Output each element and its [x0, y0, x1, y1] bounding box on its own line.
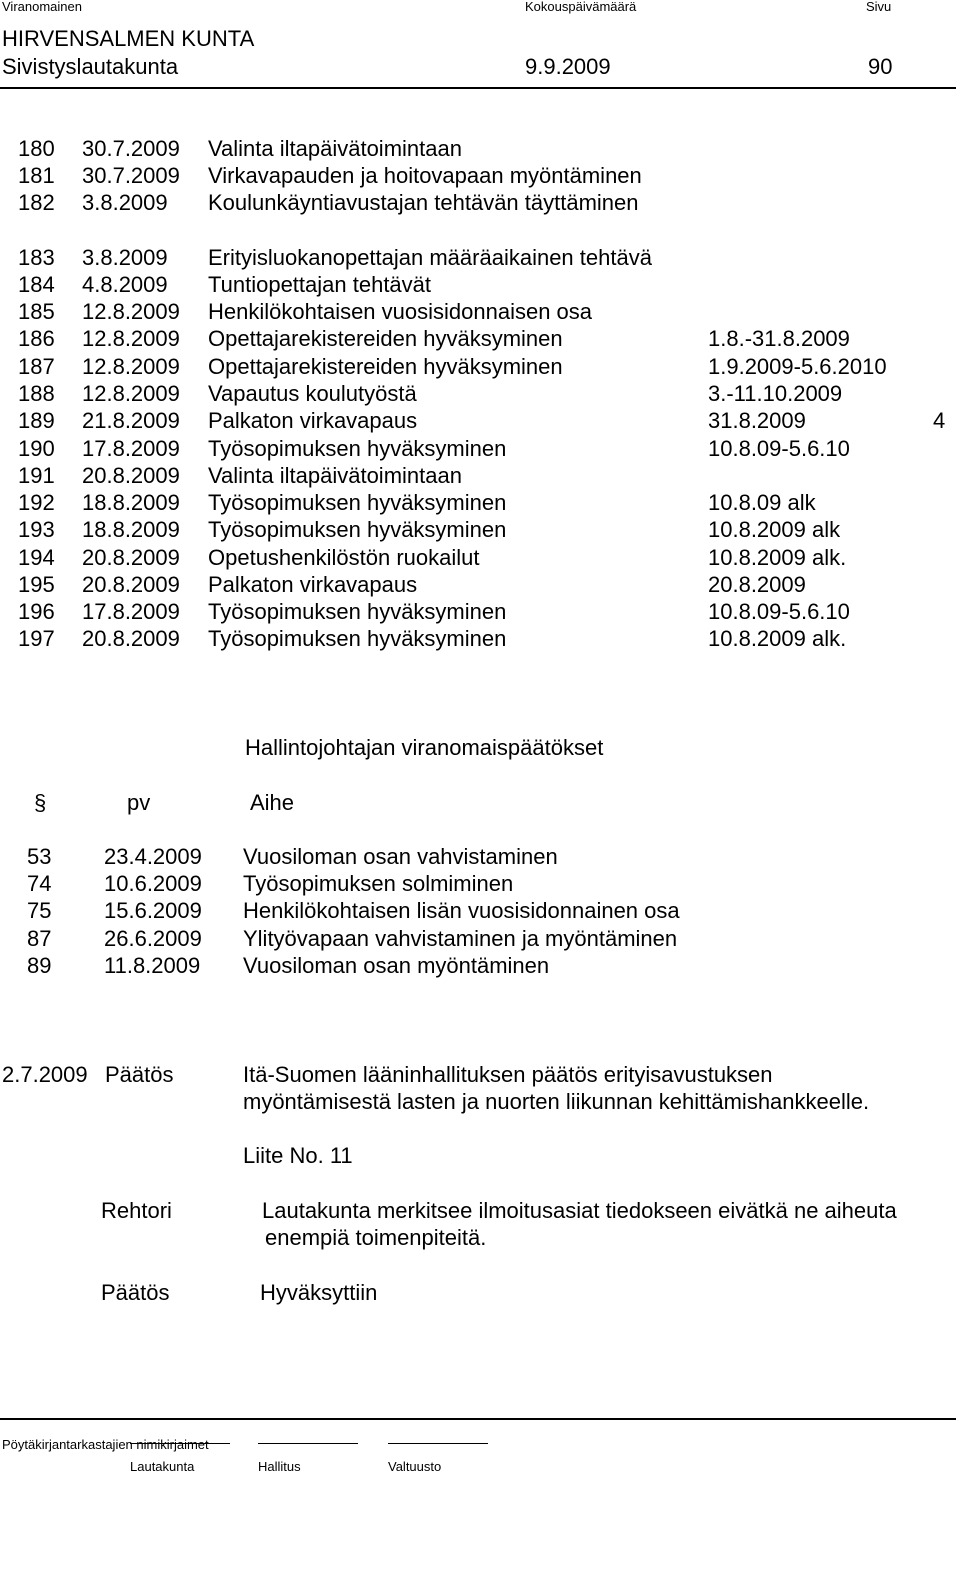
table-row: [0, 926, 960, 953]
table-row: [0, 953, 960, 980]
item-period: 10.8.09-5.6.10: [708, 436, 850, 461]
item-subject: Erityisluokanopettajan määräaikainen tehtävä: [208, 245, 652, 270]
row-date: 11.8.2009: [104, 953, 201, 978]
item-period: 10.8.2009 alk: [708, 517, 841, 542]
item-number: 197: [18, 626, 55, 651]
list-item: [0, 326, 960, 353]
item-subject: Opettajarekistereiden hyväksyminen: [208, 354, 563, 379]
list-item: [0, 626, 960, 653]
notice-date: 2.7.2009: [2, 1062, 88, 1087]
item-period: 10.8.2009 alk.: [708, 626, 847, 651]
item-date: 20.8.2009: [82, 463, 180, 488]
row-date: 15.6.2009: [104, 898, 202, 923]
item-number: 183: [18, 245, 55, 270]
item-number: 182: [18, 190, 55, 215]
signature-line: [388, 1443, 488, 1444]
item-subject: Valinta iltapäivätoimintaan: [208, 463, 462, 488]
item-number: 188: [18, 381, 55, 406]
item-date: 21.8.2009: [82, 408, 180, 433]
admin-table-header: [0, 790, 960, 817]
list-item: [0, 545, 960, 572]
row-date: 10.6.2009: [104, 871, 202, 896]
item-date: 30.7.2009: [82, 136, 180, 161]
notice-label: Päätös: [105, 1062, 174, 1087]
item-date: 12.8.2009: [82, 326, 180, 351]
notice-attachment: Liite No. 11: [243, 1143, 353, 1168]
item-number: 190: [18, 436, 55, 461]
list-item: [0, 463, 960, 490]
item-number: 192: [18, 490, 55, 515]
notice-text-line1: Itä-Suomen lääninhallituksen päätös erityisavustuksen: [243, 1062, 773, 1087]
row-number: 87: [27, 926, 52, 951]
item-number: 189: [18, 408, 55, 433]
item-number: 196: [18, 599, 55, 624]
item-number: 194: [18, 545, 55, 570]
list-item: [0, 436, 960, 463]
item-date: 18.8.2009: [82, 490, 180, 515]
row-date: 26.6.2009: [104, 926, 202, 951]
header-label-authority: Viranomainen: [2, 0, 82, 14]
item-number: 193: [18, 517, 55, 542]
list-item: [0, 572, 960, 599]
item-subject: Työsopimuksen hyväksyminen: [208, 490, 507, 515]
table-row: [0, 898, 960, 925]
row-number: 74: [27, 871, 52, 896]
item-date: 17.8.2009: [82, 599, 180, 624]
row-subject: Ylityövapaan vahvistaminen ja myöntäminen: [243, 926, 678, 951]
item-date: 30.7.2009: [82, 163, 180, 188]
item-number: 184: [18, 272, 55, 297]
row-number: 89: [27, 953, 52, 978]
admin-section-title: Hallintojohtajan viranomaispäätökset: [245, 735, 604, 760]
list-item: [0, 245, 960, 272]
item-date: 4.8.2009: [82, 272, 168, 297]
row-number: 53: [27, 844, 52, 869]
item-subject: Henkilökohtaisen vuosisidonnaisen osa: [208, 299, 593, 324]
footer-rule: [0, 1418, 956, 1420]
item-number: 195: [18, 572, 55, 597]
item-period: 1.8.-31.8.2009: [708, 326, 850, 351]
item-subject: Vapautus koulutyöstä: [208, 381, 417, 406]
item-date: 3.8.2009: [82, 190, 168, 215]
item-period: 10.8.09 alk: [708, 490, 816, 515]
footer-government: Hallitus: [258, 1459, 301, 1474]
list-item: [0, 408, 960, 435]
row-subject: Vuosiloman osan vahvistaminen: [243, 844, 558, 869]
header-rule: [0, 87, 956, 89]
list-item: [0, 163, 960, 190]
proposal-text-line1: Lautakunta merkitsee ilmoitusasiat tiedokseen eivätkä ne aiheuta: [262, 1198, 897, 1223]
row-subject: Työsopimuksen solmiminen: [243, 871, 514, 896]
item-number: 186: [18, 326, 55, 351]
item-date: 3.8.2009: [82, 245, 168, 270]
col-header-number: §: [34, 790, 47, 815]
list-item: [0, 490, 960, 517]
row-subject: Vuosiloman osan myöntäminen: [243, 953, 550, 978]
header-label-date: Kokouspäivämäärä: [525, 0, 637, 14]
item-date: 18.8.2009: [82, 517, 180, 542]
item-date: 17.8.2009: [82, 436, 180, 461]
list-item: [0, 190, 960, 217]
row-subject: Henkilökohtaisen lisän vuosisidonnainen osa: [243, 898, 680, 923]
item-subject: Työsopimuksen hyväksyminen: [208, 626, 507, 651]
list-item: [0, 599, 960, 626]
item-subject: Opetushenkilöstön ruokailut: [208, 545, 480, 570]
header-label-page: Sivu: [866, 0, 892, 14]
item-number: 187: [18, 354, 55, 379]
list-item: [0, 381, 960, 408]
item-period: 1.9.2009-5.6.2010: [708, 354, 887, 379]
proposal-text-line2: enempiä toimenpiteitä.: [265, 1225, 487, 1250]
final-decision-label: Päätös: [101, 1280, 170, 1305]
col-header-subject: Aihe: [250, 790, 295, 815]
item-number: 185: [18, 299, 55, 324]
item-subject: Työsopimuksen hyväksyminen: [208, 599, 507, 624]
table-row: [0, 844, 960, 871]
item-period: 20.8.2009: [708, 572, 806, 597]
item-subject: Valinta iltapäivätoimintaan: [208, 136, 462, 161]
item-subject: Työsopimuksen hyväksyminen: [208, 436, 507, 461]
item-date: 12.8.2009: [82, 299, 180, 324]
item-subject: Koulunkäyntiavustajan tehtävän täyttäminen: [208, 190, 639, 215]
proposal-label: Rehtori: [101, 1198, 172, 1223]
list-item: [0, 272, 960, 299]
list-item: [0, 517, 960, 544]
footer-board: Lautakunta: [130, 1459, 195, 1474]
committee-name: Sivistyslautakunta: [2, 54, 179, 79]
row-date: 23.4.2009: [104, 844, 202, 869]
list-item: [0, 136, 960, 163]
item-date: 20.8.2009: [82, 545, 180, 570]
signatures-label: Pöytäkirjantarkastajien nimikirjaimet: [2, 1437, 209, 1452]
list-item: [0, 299, 960, 326]
item-subject: Palkaton virkavapaus: [208, 572, 418, 597]
item-number: 191: [18, 463, 55, 488]
item-date: 12.8.2009: [82, 354, 180, 379]
item-period: 3.-11.10.2009: [708, 381, 843, 406]
item-date: 12.8.2009: [82, 381, 180, 406]
item-number: 180: [18, 136, 55, 161]
final-decision-text: Hyväksyttiin: [260, 1280, 378, 1305]
row-number: 75: [27, 898, 52, 923]
footer-council: Valtuusto: [388, 1459, 442, 1474]
item-extra: 4: [933, 408, 946, 433]
item-subject: Opettajarekistereiden hyväksyminen: [208, 326, 563, 351]
item-date: 20.8.2009: [82, 572, 180, 597]
page-number: 90: [868, 54, 893, 79]
list-item: [0, 354, 960, 381]
col-header-date: pv: [127, 790, 151, 815]
item-number: 181: [18, 163, 55, 188]
item-subject: Palkaton virkavapaus: [208, 408, 418, 433]
item-subject: Työsopimuksen hyväksyminen: [208, 517, 507, 542]
signature-line: [258, 1443, 358, 1444]
item-period: 10.8.2009 alk.: [708, 545, 847, 570]
signature-line: [130, 1443, 230, 1444]
item-subject: Tuntiopettajan tehtävät: [208, 272, 432, 297]
meeting-date: 9.9.2009: [525, 54, 611, 79]
item-period: 10.8.09-5.6.10: [708, 599, 850, 624]
municipality-name: HIRVENSALMEN KUNTA: [2, 26, 255, 51]
item-subject: Virkavapauden ja hoitovapaan myöntäminen: [208, 163, 642, 188]
item-period: 31.8.2009: [708, 408, 806, 433]
table-row: [0, 871, 960, 898]
item-date: 20.8.2009: [82, 626, 180, 651]
notice-text-line2: myöntämisestä lasten ja nuorten liikunnan kehittämishankkeelle.: [243, 1089, 870, 1114]
